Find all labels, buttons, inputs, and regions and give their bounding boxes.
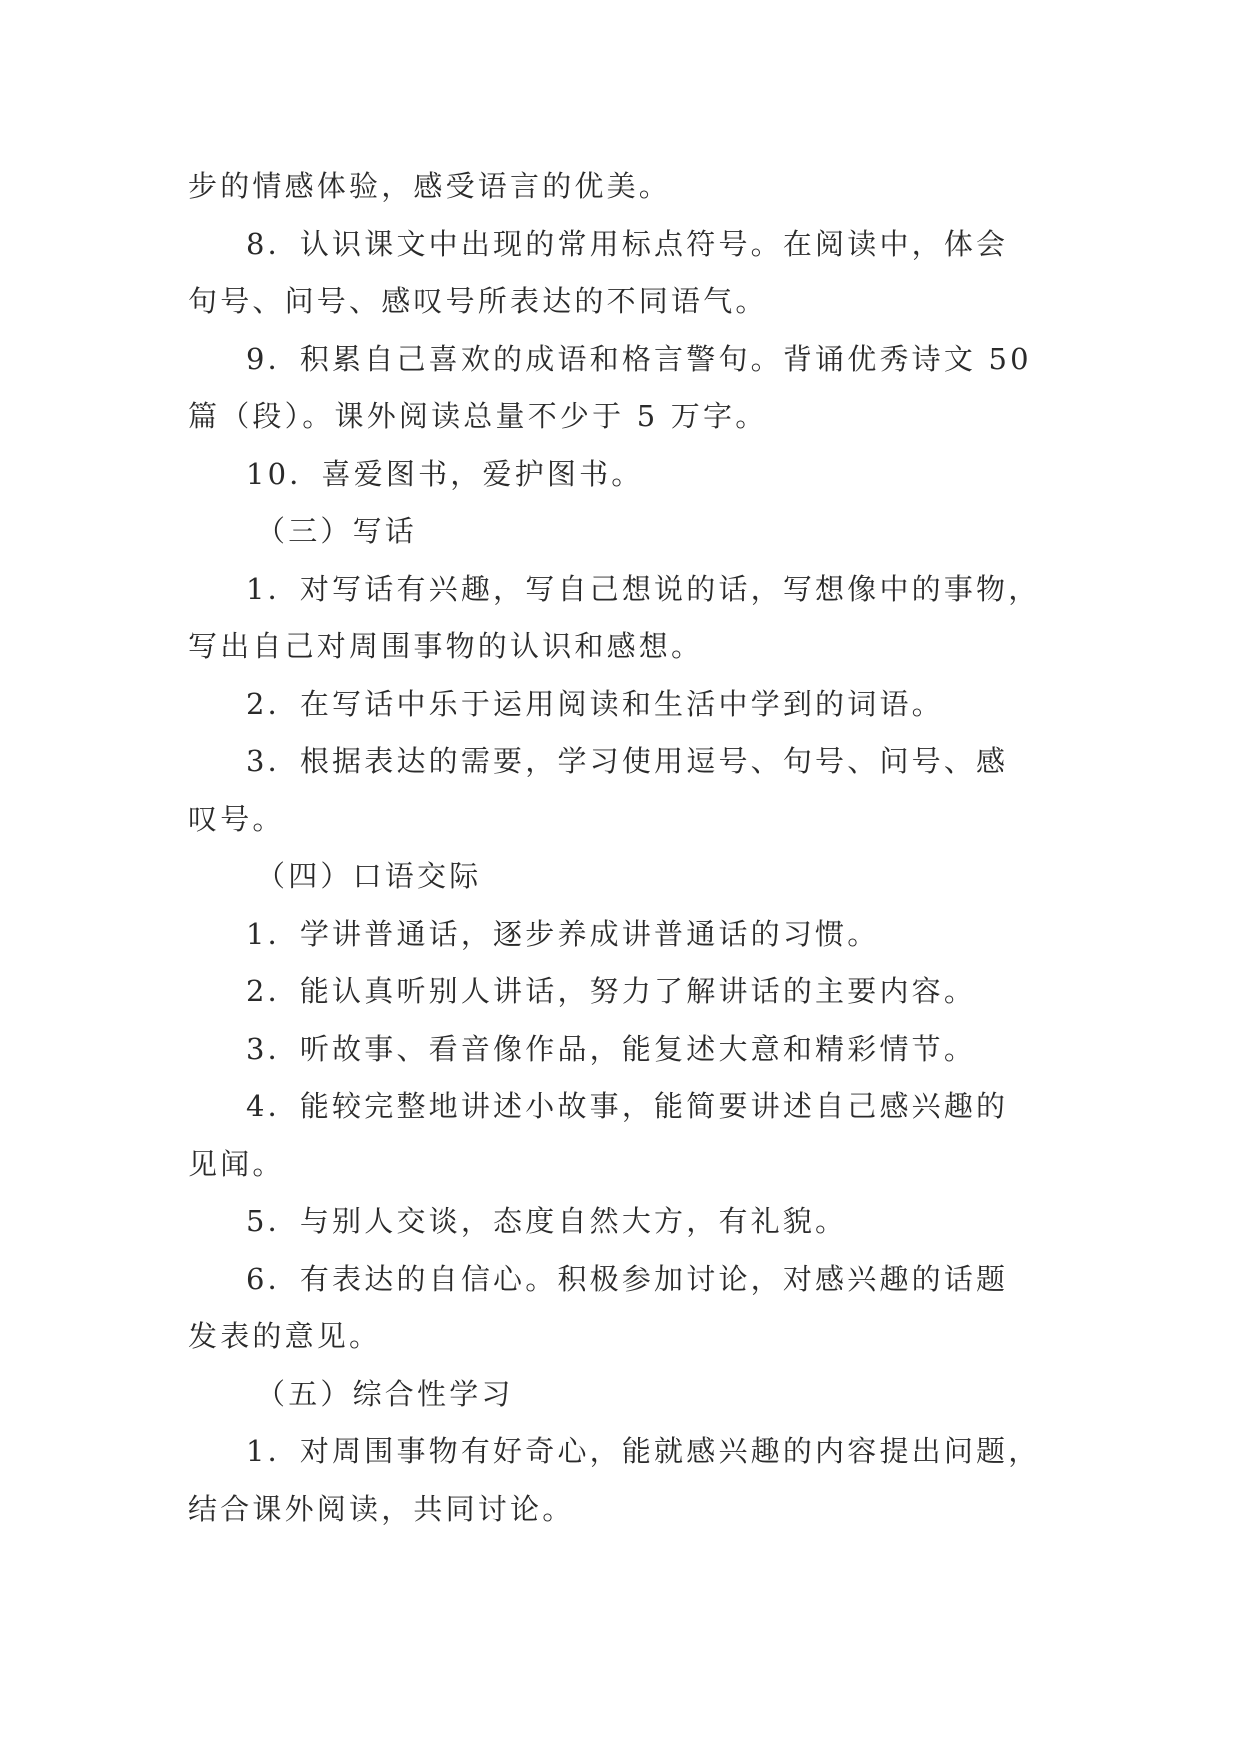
- text-line: 结合课外阅读，共同讨论。: [188, 1491, 575, 1526]
- text-line: 8．认识课文中出现的常用标点符号。在阅读中，体会: [246, 226, 1009, 261]
- section-heading: （五）综合性学习: [256, 1376, 514, 1411]
- section-heading: （四）口语交际: [256, 859, 482, 893]
- text-line: 叹号。: [188, 801, 285, 836]
- text-line: 步的情感体验，感受语言的优美。: [188, 169, 672, 203]
- text-line: 1．对写话有兴趣，写自己想说的话，写想像中的事物，: [246, 571, 1041, 606]
- text-line: 句号、问号、感叹号所表达的不同语气。: [188, 284, 768, 318]
- text-line: 6．有表达的自信心。积极参加讨论，对感兴趣的话题: [246, 1261, 1009, 1296]
- text-line: 3．听故事、看音像作品，能复述大意和精彩情节。: [246, 1031, 977, 1066]
- text-line: 写出自己对周围事物的认识和感想。: [188, 629, 704, 663]
- document-body: [188, 158, 1058, 1538]
- text-line: 10．喜爱图书，爱护图书。: [246, 456, 644, 491]
- text-line: 2．在写话中乐于运用阅读和生活中学到的词语。: [246, 686, 944, 721]
- text-line: 9．积累自己喜欢的成语和格言警句。背诵优秀诗文 50: [246, 341, 1032, 376]
- section-heading: （三）写话: [256, 514, 418, 548]
- text-line: 3．根据表达的需要，学习使用逗号、句号、问号、感: [246, 744, 1009, 778]
- text-line: 发表的意见。: [188, 1319, 382, 1353]
- text-line: 1．对周围事物有好奇心，能就感兴趣的内容提出问题，: [246, 1434, 1041, 1468]
- text-line: 4．能较完整地讲述小故事，能简要讲述自己感兴趣的: [246, 1089, 1009, 1123]
- text-line: 篇（段）。课外阅读总量不少于 5 万字。: [188, 399, 768, 433]
- text-line: 5．与别人交谈，态度自然大方，有礼貌。: [246, 1204, 848, 1238]
- text-line: 见闻。: [188, 1146, 285, 1181]
- text-line: 1．学讲普通话，逐步养成讲普通话的习惯。: [246, 916, 880, 951]
- text-line: 2．能认真听别人讲话，努力了解讲话的主要内容。: [246, 974, 977, 1008]
